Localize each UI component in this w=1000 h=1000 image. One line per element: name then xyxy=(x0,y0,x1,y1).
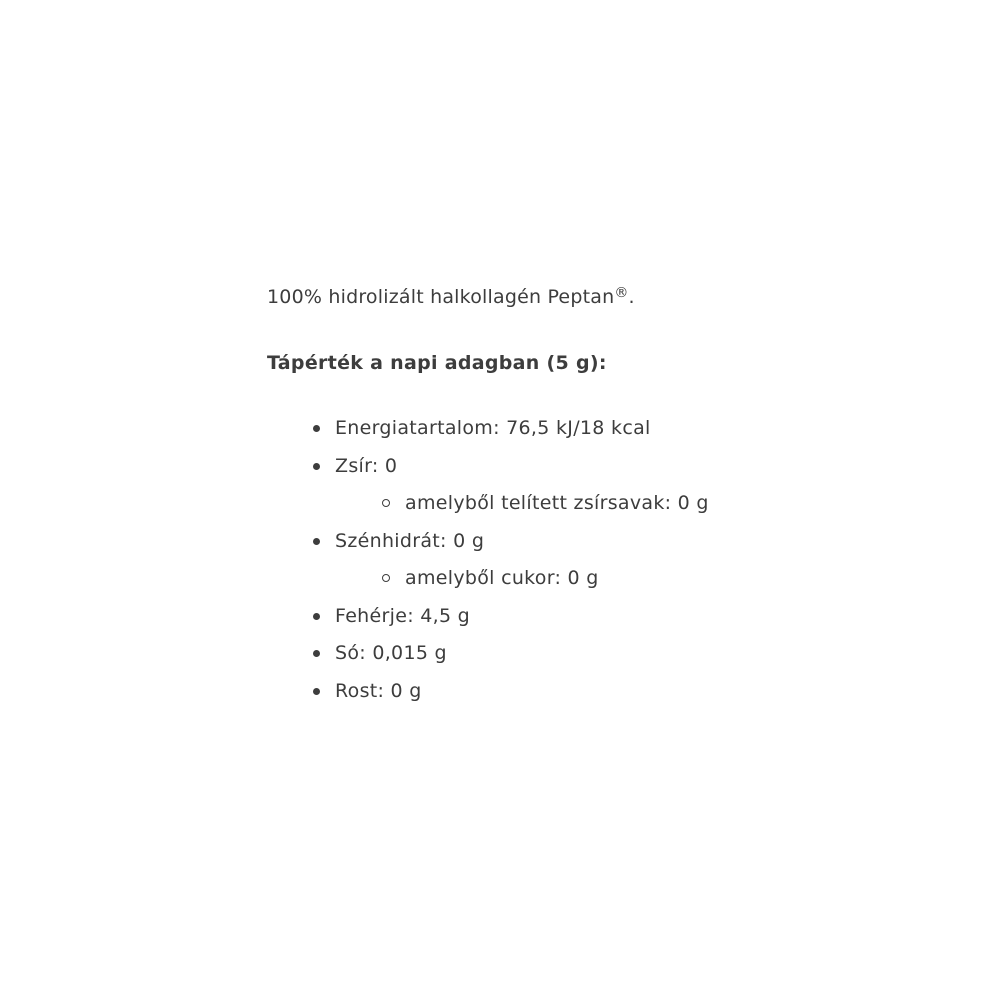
list-item-fiber xyxy=(267,673,967,711)
list-item-label: Zsír: 0 xyxy=(335,454,398,477)
nutrition-list xyxy=(267,410,967,710)
list-item-carbohydrate xyxy=(267,523,967,598)
carbohydrate-sublist xyxy=(335,560,967,598)
list-item-label: Energiatartalom: 76,5 kJ/18 kcal xyxy=(335,417,651,439)
sublist-item-saturated-fat xyxy=(335,485,967,523)
sublist-item-label: amelyből cukor: 0 g xyxy=(405,567,599,589)
list-item-salt xyxy=(267,635,967,673)
list-item-energy xyxy=(267,410,967,448)
registered-trademark-symbol: ® xyxy=(614,285,629,301)
list-item-label: Rost: 0 g xyxy=(335,679,422,702)
intro-text: 100% hidrolizált halkollagén Peptan xyxy=(267,286,615,308)
list-item-label: Fehérje: 4,5 g xyxy=(335,604,471,627)
intro-period: . xyxy=(628,286,635,308)
fat-sublist xyxy=(335,485,967,523)
sublist-item-sugar xyxy=(335,560,967,598)
list-item-protein xyxy=(267,598,967,636)
list-item-label: Só: 0,015 g xyxy=(335,642,447,664)
nutrition-heading: Tápérték a napi adagban (5 g): xyxy=(267,352,607,374)
product-description xyxy=(267,282,967,710)
list-item-fat xyxy=(267,448,967,523)
sublist-item-label: amelyből telített zsírsavak: 0 g xyxy=(405,492,709,514)
list-item-label: Szénhidrát: 0 g xyxy=(335,529,485,552)
intro-paragraph xyxy=(267,282,967,312)
